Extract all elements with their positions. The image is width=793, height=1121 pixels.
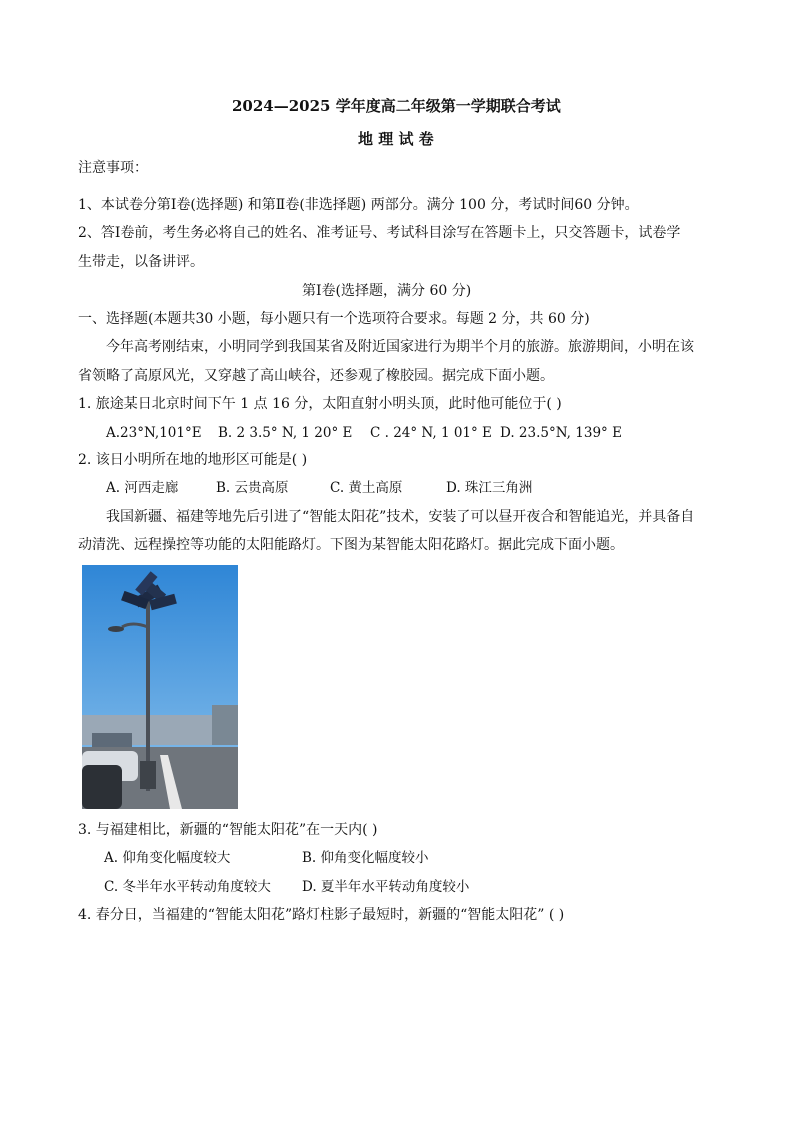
solar-streetlight-illustration <box>82 565 238 809</box>
question-4-stem: 4. 春分日，当福建的“智能太阳花”路灯柱影子最短时，新疆的“智能太阳花” ( ) <box>78 907 565 923</box>
question-3-option-d: D. 夏半年水平转动角度较小 <box>302 879 470 895</box>
passage-2-line-2: 动清洗、远程操控等功能的太阳能路灯。下图为某智能太阳花路灯。据此完成下面小题。 <box>78 537 624 553</box>
question-1-option-d: D. 23.5°N, 139° E <box>500 425 622 441</box>
section-instruction: 一、选择题(本题共30 小题，每小题只有一个选项符合要求。每题 2 分，共 60 分) <box>78 311 590 327</box>
page-title: 2024—2025 学年度高二年级第一学期联合考试 <box>232 97 561 115</box>
building-low <box>92 733 132 747</box>
building <box>212 705 238 745</box>
notice-item-2-line-1: 2、答Ⅰ卷前，考生务必将自己的姓名、准考证号、考试科目涂写在答题卡上，只交答题卡，试卷学 <box>78 225 681 241</box>
passage-2-line-1: 我国新疆、福建等地先后引进了“智能太阳花”技术，安装了可以昼开夜合和智能追光，并具备自 <box>106 509 695 525</box>
question-2-option-b: B. 云贵高原 <box>216 480 289 496</box>
page-subtitle: 地 理 试 卷 <box>358 130 434 148</box>
question-3-option-c: C. 冬半年水平转动角度较大 <box>104 879 271 895</box>
question-1-option-b: B. 2 3.5° N, 1 20° E <box>218 425 353 441</box>
lamp-head <box>108 626 124 632</box>
parked-car-dark <box>82 765 122 809</box>
question-2-option-c: C. 黄土高原 <box>330 480 403 496</box>
passage-1-line-2: 省领略了高原风光，又穿越了高山峡谷，还参观了橡胶园。据完成下面小题。 <box>78 368 554 384</box>
question-2-option-d: D. 珠江三角洲 <box>446 480 533 496</box>
passage-1-line-1: 今年高考刚结束，小明同学到我国某省及附近国家进行为期半个月的旅游。旅游期间，小明在该 <box>106 339 694 355</box>
question-2-option-a: A. 河西走廊 <box>106 480 179 496</box>
question-3-option-b: B. 仰角变化幅度较小 <box>302 850 429 866</box>
pole-base <box>140 761 156 789</box>
question-3-stem: 3. 与福建相比，新疆的“智能太阳花”在一天内( ) <box>78 822 378 838</box>
notice-item-1: 1、本试卷分第Ⅰ卷(选择题) 和第Ⅱ卷(非选择题) 两部分。满分 100 分，考试时间60 分钟。 <box>78 197 639 213</box>
section-heading: 第Ⅰ卷(选择题，满分 60 分) <box>302 283 472 299</box>
question-1-option-c: C . 24° N, 1 01° E <box>370 425 492 441</box>
notice-heading: 注意事项： <box>78 160 148 176</box>
notice-item-2-line-2: 生带走，以备讲评。 <box>78 254 204 270</box>
question-3-option-a: A. 仰角变化幅度较大 <box>104 850 231 866</box>
question-1-option-a: A.23°N,101°E <box>106 425 202 441</box>
question-1-stem: 1. 旅途某日北京时间下午 1 点 16 分，太阳直射小明头顶，此时他可能位于( ) <box>78 396 562 412</box>
solar-streetlight-photo <box>82 565 238 809</box>
question-2-stem: 2. 该日小明所在地的地形区可能是( ) <box>78 452 308 468</box>
